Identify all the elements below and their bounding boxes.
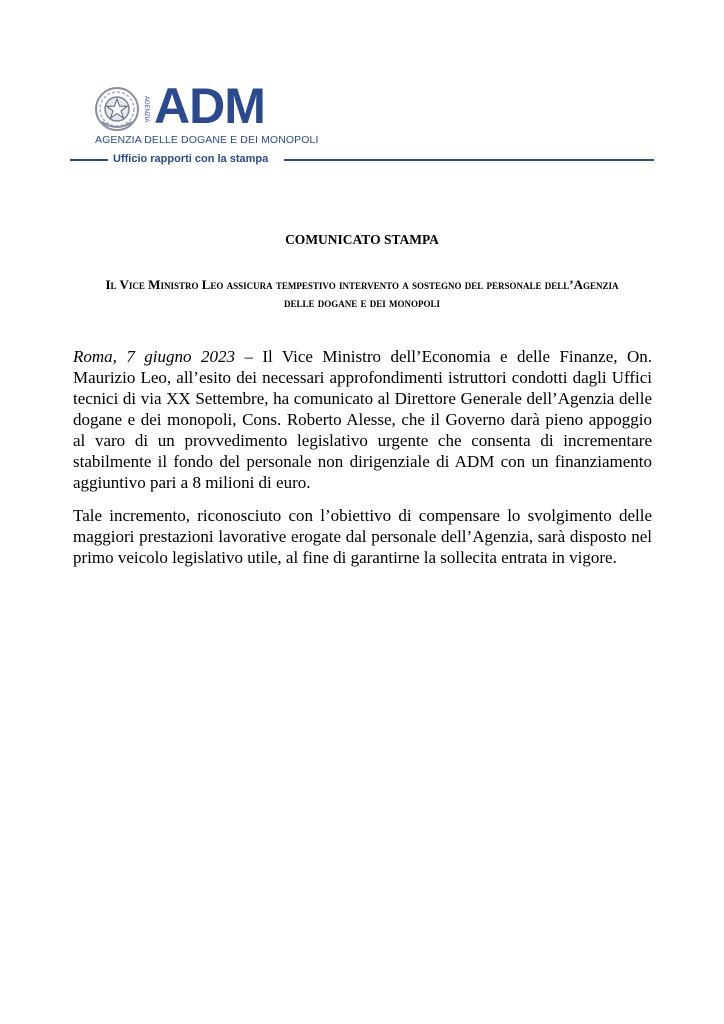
press-release-headline: Il Vice Ministro Leo assicura tempestivo intervento a sostegno del personale dell’Agenzia delle dogane e dei monopoli xyxy=(105,277,619,310)
header-divider-left xyxy=(70,159,108,161)
agency-logo-acronym: ADM xyxy=(154,78,265,134)
office-name: Ufficio rapporti con la stampa xyxy=(113,153,269,165)
body-paragraph-1 xyxy=(73,346,652,493)
dateline: Roma, 7 giugno 2023 xyxy=(73,347,235,366)
italian-republic-emblem-icon xyxy=(94,86,140,132)
body-paragraph-1-text: – Il Vice Ministro dell’Economia e delle Finanze, On. Maurizio Leo, all’esito dei necessari approfondimenti istruttori condotti dagli Uffici tecnici di via XX Settembre, ha comunicato al Direttore Generale dell’Agenzia delle dogane e dei monopoli, Cons. Roberto Alesse, che il Governo darà pieno appoggio al varo di un provvedimento legislativo urgente che consenta di incrementare stabilmente il fondo del personale non dirigenziale di ADM con un finanziamento aggiuntivo pari a 8 milioni di euro. xyxy=(73,347,652,492)
header-divider-right xyxy=(284,159,654,161)
document-type-title: COMUNICATO STAMPA xyxy=(285,232,439,247)
body-paragraph-2: Tale incremento, riconosciuto con l’obiettivo di compensare lo svolgimento delle maggiori prestazioni lavorative erogate dal personale dell’Agenzia, sarà disposto nel primo veicolo legislativo utile, al fine di garantirne la sollecita entrata in vigore. xyxy=(73,506,652,567)
agency-vertical-label: AGENZIA xyxy=(143,95,149,123)
agency-full-name: AGENZIA DELLE DOGANE E DEI MONOPOLI xyxy=(95,134,319,146)
